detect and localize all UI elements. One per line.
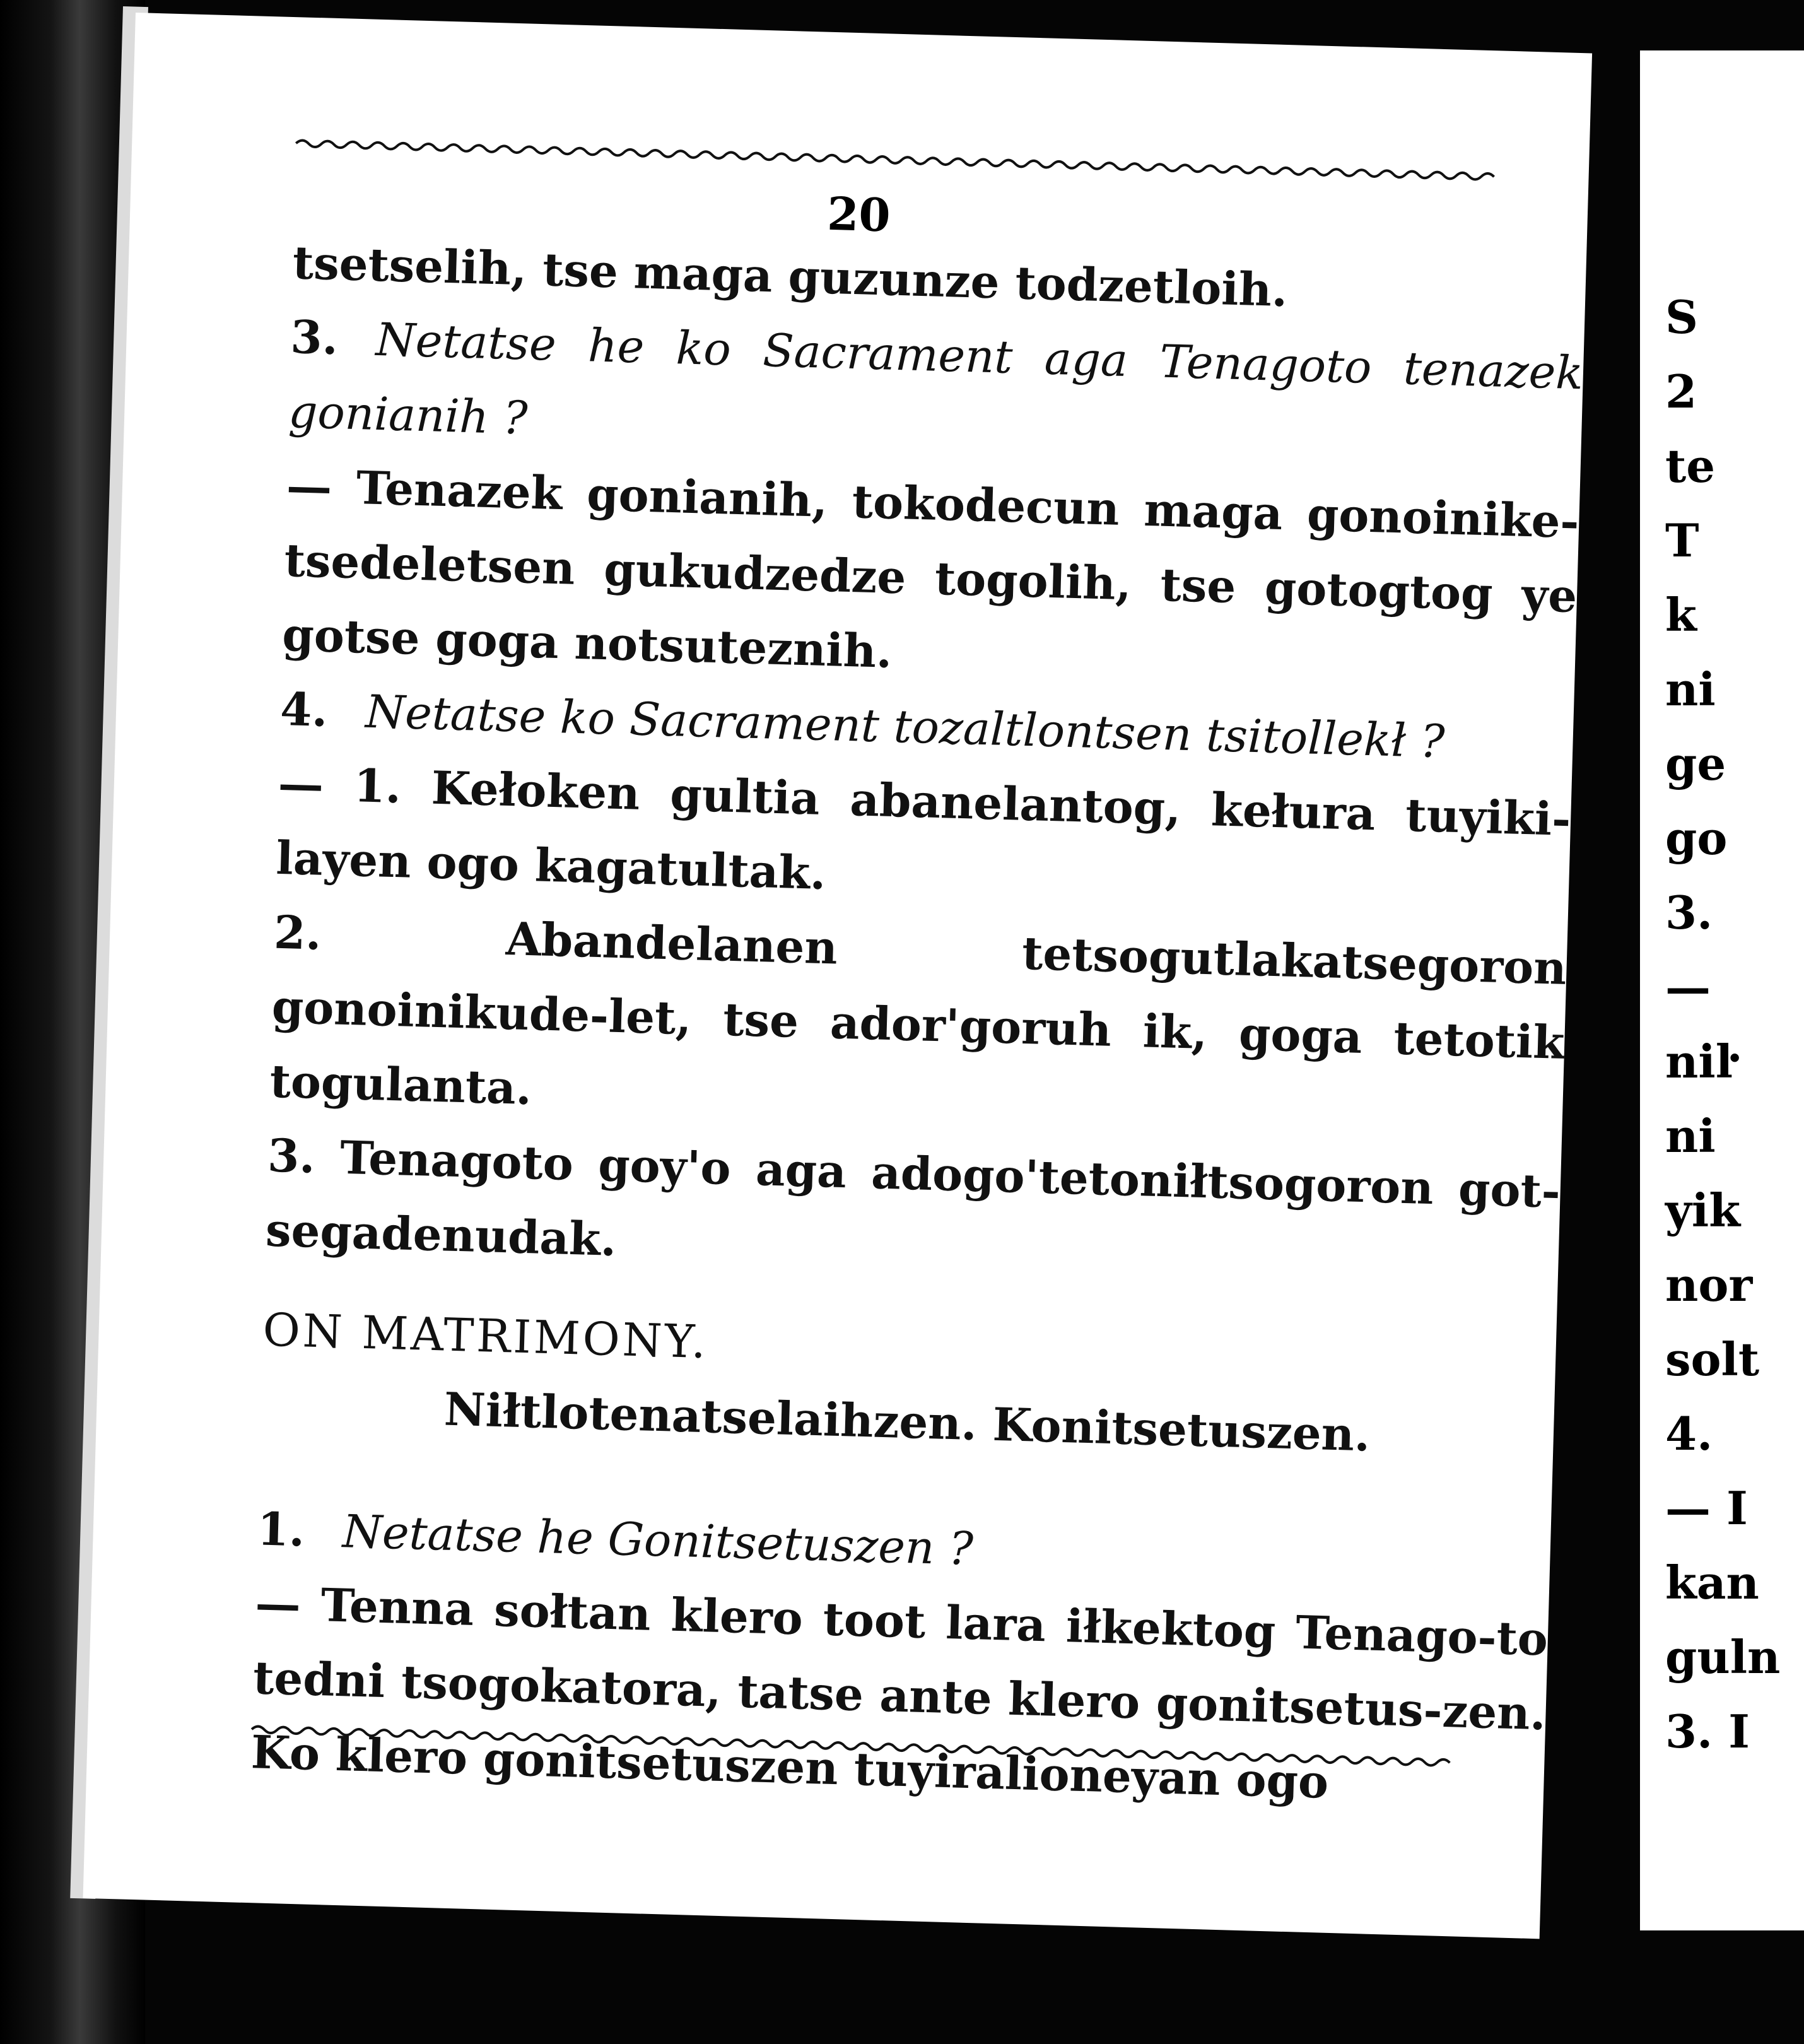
facing-page-fragment: go bbox=[1665, 811, 1728, 865]
facing-page-fragment: 4. bbox=[1665, 1407, 1713, 1460]
paragraph-0: tsetselih, tse maga guzunze todzetloih. bbox=[291, 235, 1289, 317]
question-number: 1. bbox=[256, 1501, 306, 1557]
paragraph-4: — 1. Kełoken gultia abanelantog, kełura tuyiki-layen ogo kagatultak. bbox=[275, 756, 1572, 900]
facing-page-fragment: S bbox=[1665, 290, 1698, 344]
facing-page-fragment: ge bbox=[1665, 737, 1726, 790]
book-page bbox=[83, 13, 1593, 1939]
facing-page-fragment: te bbox=[1665, 439, 1716, 493]
paragraph-10: — Tenna sołtan klero toot lara iłkektog Tenago-to tedni tsogokatora, tatse ante klero gonitsetus-zen. Ko klero gonitsetuszen tuyiralioneyan ogo bbox=[250, 1576, 1549, 1809]
facing-page-fragment: — I bbox=[1665, 1481, 1748, 1535]
facing-page-fragment: solt bbox=[1665, 1332, 1760, 1386]
question-number: 3. bbox=[290, 310, 339, 365]
facing-page-fragment: yik bbox=[1665, 1184, 1741, 1237]
facing-page-fragment: — bbox=[1665, 960, 1711, 1014]
section-subtitle: Niłtlotenatselaihzen. Konitsetuszen. bbox=[443, 1382, 1371, 1462]
question-text: Netatse he ko Sacrament aga Tenagoto tenazek gonianih ? bbox=[288, 312, 1584, 445]
facing-page-fragment: ni bbox=[1665, 1109, 1716, 1163]
facing-page-fragment: kan bbox=[1665, 1556, 1759, 1609]
facing-page-fragment: 2 bbox=[1665, 365, 1697, 418]
facing-page-fragment: 3. bbox=[1665, 886, 1713, 939]
question-text: Netatse he Gonitsetuszen ? bbox=[341, 1505, 974, 1576]
paragraph-2: — Tenazek gonianih, tokodecun maga gonoinike-tsedeletsen gukudzedze togolih, tse gotogtog ye gotse goga notsuteznih. bbox=[281, 458, 1580, 678]
section-title: ON MATRIMONY. bbox=[262, 1303, 709, 1369]
facing-page-fragment: guln bbox=[1665, 1630, 1781, 1684]
question-text: Netatse ko Sacrament tozaltlontsen tsitollekł ? bbox=[365, 684, 1446, 768]
facing-page-fragment: k bbox=[1665, 588, 1697, 642]
facing-page-fragment: nor bbox=[1665, 1258, 1753, 1312]
facing-page-fragment: T bbox=[1665, 514, 1699, 567]
paragraph-5: 2. Abandelanen tetsogutlakatsegoron gonoinikude-let, tse ador'goruh ik, goga tetotik togulanta. bbox=[269, 905, 1567, 1115]
facing-page-fragment: ni bbox=[1665, 662, 1716, 716]
facing-page-fragment: niŀ bbox=[1665, 1035, 1733, 1088]
facing-page bbox=[1640, 50, 1804, 1930]
page-body bbox=[250, 225, 1586, 1825]
page-number: 20 bbox=[826, 186, 891, 242]
paragraph-6: 3. Tenagoto goy'o aga adogo'tetoniłtsogoron got-segadenudak. bbox=[265, 1128, 1561, 1267]
question-number: 4. bbox=[279, 681, 329, 737]
facing-page-fragment: 3. I bbox=[1665, 1705, 1750, 1758]
